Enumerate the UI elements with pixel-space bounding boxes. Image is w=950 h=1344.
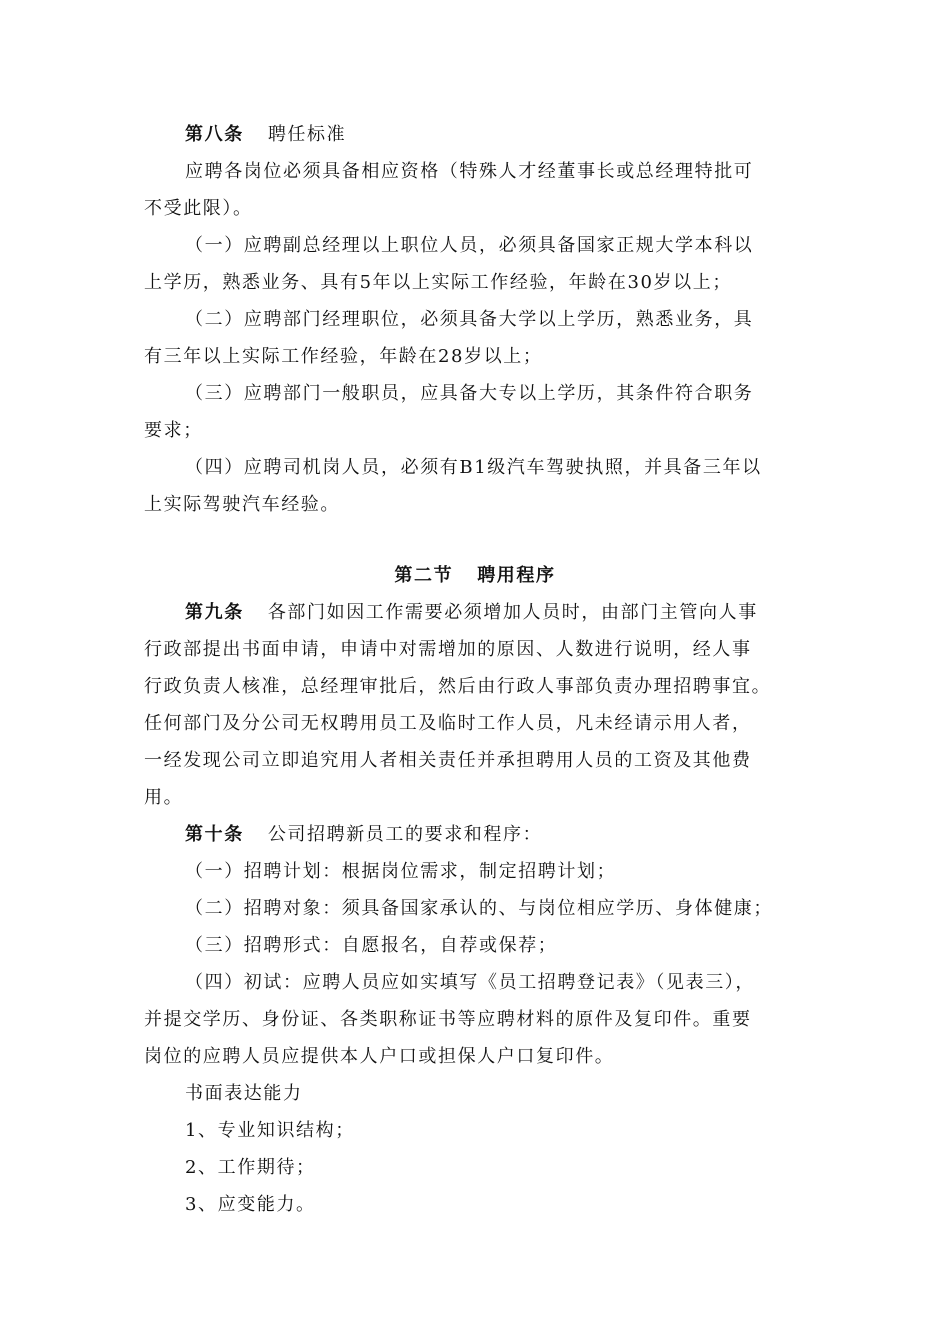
article-10-first-line xyxy=(185,821,875,849)
section-2-label: 第二节 xyxy=(394,565,454,586)
section-2-heading xyxy=(0,562,950,590)
article-9-text: 各部门如因工作需要必须增加人员时，由部门主管向人事 xyxy=(267,602,758,623)
article-10-text: 公司招聘新员工的要求和程序： xyxy=(267,824,543,845)
article-10-line-9: 3、应变能力。 xyxy=(185,1194,316,1215)
article-10-line-3: （四）初试：应聘人员应如实填写《员工招聘登记表》（见表三）， xyxy=(185,972,755,993)
article-8-line-1: 不受此限）。 xyxy=(144,198,253,219)
article-9-line-0: 行政部提出书面申请，申请中对需增加的原因、人数进行说明，经人事 xyxy=(144,639,752,660)
article-8-title: 聘任标准 xyxy=(267,124,347,145)
article-9-line-3: 一经发现公司立即追究用人者相关责任并承担聘用人员的工资及其他费 xyxy=(144,750,752,771)
article-9-first-line xyxy=(185,599,875,627)
article-8-line-0: 应聘各岗位必须具备相应资格（特殊人才经董事长或总经理特批可 xyxy=(185,161,754,182)
article-8-line-3: 上学历，熟悉业务、具有5年以上实际工作经验，年龄在30岁以上； xyxy=(144,272,732,293)
article-8-line-5: 有三年以上实际工作经验，年龄在28岁以上； xyxy=(144,346,543,367)
section-2-title: 聘用程序 xyxy=(477,565,556,586)
article-10-line-5: 岗位的应聘人员应提供本人户口或担保人户口复印件。 xyxy=(144,1046,615,1067)
article-8-number: 第八条 xyxy=(185,124,244,145)
article-10-line-6: 书面表达能力 xyxy=(185,1083,303,1104)
article-8-line-6: （三）应聘部门一般职员，应具备大专以上学历，其条件符合职务 xyxy=(185,383,754,404)
article-10-line-7: 1、专业知识结构； xyxy=(185,1120,355,1141)
article-9-line-2: 任何部门及分公司无权聘用员工及临时工作人员，凡未经请示用人者， xyxy=(144,713,752,734)
article-10-line-0: （一）招聘计划：根据岗位需求，制定招聘计划； xyxy=(185,861,617,882)
article-9-number: 第九条 xyxy=(185,602,244,623)
article-8-line-8: （四）应聘司机岗人员，必须有B1级汽车驾驶执照，并具备三年以 xyxy=(185,457,762,478)
article-10-line-4: 并提交学历、身份证、各类职称证书等应聘材料的原件及复印件。重要 xyxy=(144,1009,752,1030)
article-8-line-2: （一）应聘副总经理以上职位人员，必须具备国家正规大学本科以 xyxy=(185,235,754,256)
article-8-line-7: 要求； xyxy=(144,420,203,441)
article-8-heading xyxy=(185,121,875,149)
article-10-line-1: （二）招聘对象：须具备国家承认的、与岗位相应学历、身体健康； xyxy=(185,898,773,919)
article-8-line-4: （二）应聘部门经理职位，必须具备大学以上学历，熟悉业务，具 xyxy=(185,309,754,330)
article-8-line-9: 上实际驾驶汽车经验。 xyxy=(144,494,340,515)
article-9-line-1: 行政负责人核准，总经理审批后，然后由行政人事部负责办理招聘事宜。 xyxy=(144,676,772,697)
article-10-number: 第十条 xyxy=(185,824,244,845)
article-10-line-8: 2、工作期待； xyxy=(185,1157,316,1178)
article-10-line-2: （三）招聘形式：自愿报名，自荐或保荐； xyxy=(185,935,558,956)
article-9-line-4: 用。 xyxy=(144,787,184,808)
